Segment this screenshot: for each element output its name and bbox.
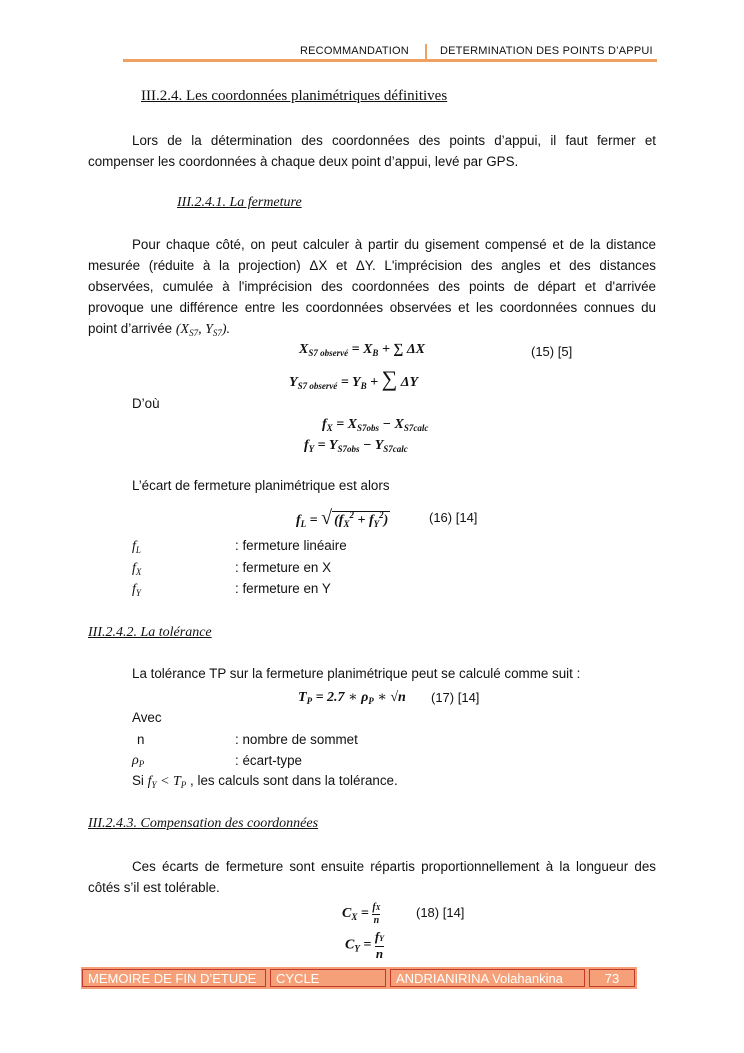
- footer-page-number: 73: [589, 969, 635, 987]
- equation-ys7: $Y_{S7 observé} = Y_B$ + ∑ ΔY: [289, 366, 419, 391]
- def-fx-symbol: $f_X$: [132, 561, 142, 577]
- equation-fl: $f_L$ = √ $(f_X^2 + f_Y^2)$: [296, 507, 389, 529]
- dou-label: D’où: [132, 396, 160, 411]
- def-rho-text: : écart-type: [235, 753, 302, 768]
- section-title: III.2.4. Les coordonnées planimétriques définitives: [141, 88, 448, 104]
- def-n-symbol: n: [137, 732, 145, 747]
- avec-label: Avec: [132, 710, 162, 725]
- def-n-text: : nombre de sommet: [235, 732, 358, 747]
- compensation-paragraph: Ces écarts de fermeture sont ensuite répartis proportionnellement à la longueur des côtés s’il est tolérable.: [88, 859, 656, 895]
- fermeture-paragraph: Pour chaque côté, on peut calculer à partir du gisement compensé et de la distance mesurée (réduite à la projection) ΔX et ΔY. L'imprécision des angles et des distances observées, cumulée à l'imprécision des coordonnées des points de départ et d'arrivée provoque une différence entre les coordonnées observées et les coordonnées connues du point d’arrivée ($X_{S7}$, $Y_{S7}$).: [88, 237, 656, 338]
- footer-author: ANDRIANIRINA Volahankina: [390, 969, 585, 987]
- def-fy-text: : fermeture en Y: [235, 581, 331, 596]
- def-rho-symbol: $\rho_P$: [132, 753, 145, 769]
- equation-fy: $f_Y = Y_{S7obs} - Y_{S7calc}$: [304, 438, 408, 454]
- eq16-ref: (16) [14]: [429, 510, 478, 525]
- ecart-text: L’écart de fermeture planimétrique est alors: [132, 478, 390, 493]
- equation-fx: $f_X = X_{S7obs} - X_{S7calc}$: [322, 417, 429, 433]
- equation-tp: $T_P = 2.7$ ∗ $\rho_P$ ∗ √n: [298, 690, 406, 706]
- header-left: RECOMMANDATION: [300, 45, 409, 57]
- header-rule: [123, 59, 657, 62]
- footer-memoire: MEMOIRE DE FIN D’ETUDE: [82, 969, 266, 987]
- footer-bar: [81, 967, 637, 1004]
- fermeture-title: III.2.4.1. La fermeture: [177, 195, 302, 210]
- def-fy-symbol: $f_Y$: [132, 582, 141, 598]
- intro-paragraph: Lors de la détermination des coordonnées des points d’appui, il faut fermer et compenser les coordonnées à chaque deux point d’appui, levé par GPS.: [88, 133, 656, 169]
- header-right: DETERMINATION DES POINTS D’APPUI: [440, 45, 653, 57]
- compensation-title: III.2.4.3. Compensation des coordonnées: [88, 816, 319, 831]
- eq17-ref: (17) [14]: [431, 690, 480, 705]
- equation-cx: $C_X$ = $\frac{fX}{n}$: [342, 902, 381, 926]
- equation-xs7: $X_{S7 observé} = X_B$ + ∑ ΔX: [299, 342, 426, 358]
- tolerance-paragraph: La tolérance TP sur la fermeture planimétrique peut se calculé comme suit :: [132, 666, 581, 681]
- footer-cycle: CYCLE INGENIEUR: [270, 969, 386, 987]
- tolerance-title: III.2.4.2. La tolérance: [88, 625, 212, 640]
- def-fl-text: : fermeture linéaire: [235, 538, 347, 553]
- equation-cy: $C_Y$ = $\frac{fY}{n}$: [345, 929, 385, 961]
- def-fl-symbol: $f_L$: [132, 539, 141, 555]
- eq15-ref: (15) [5]: [531, 344, 573, 359]
- def-fx-text: : fermeture en X: [235, 560, 332, 575]
- si-condition: Si $f_Y < T_P$ , les calculs sont dans la tolérance.: [132, 773, 398, 790]
- eq18-ref: (18) [14]: [416, 905, 465, 920]
